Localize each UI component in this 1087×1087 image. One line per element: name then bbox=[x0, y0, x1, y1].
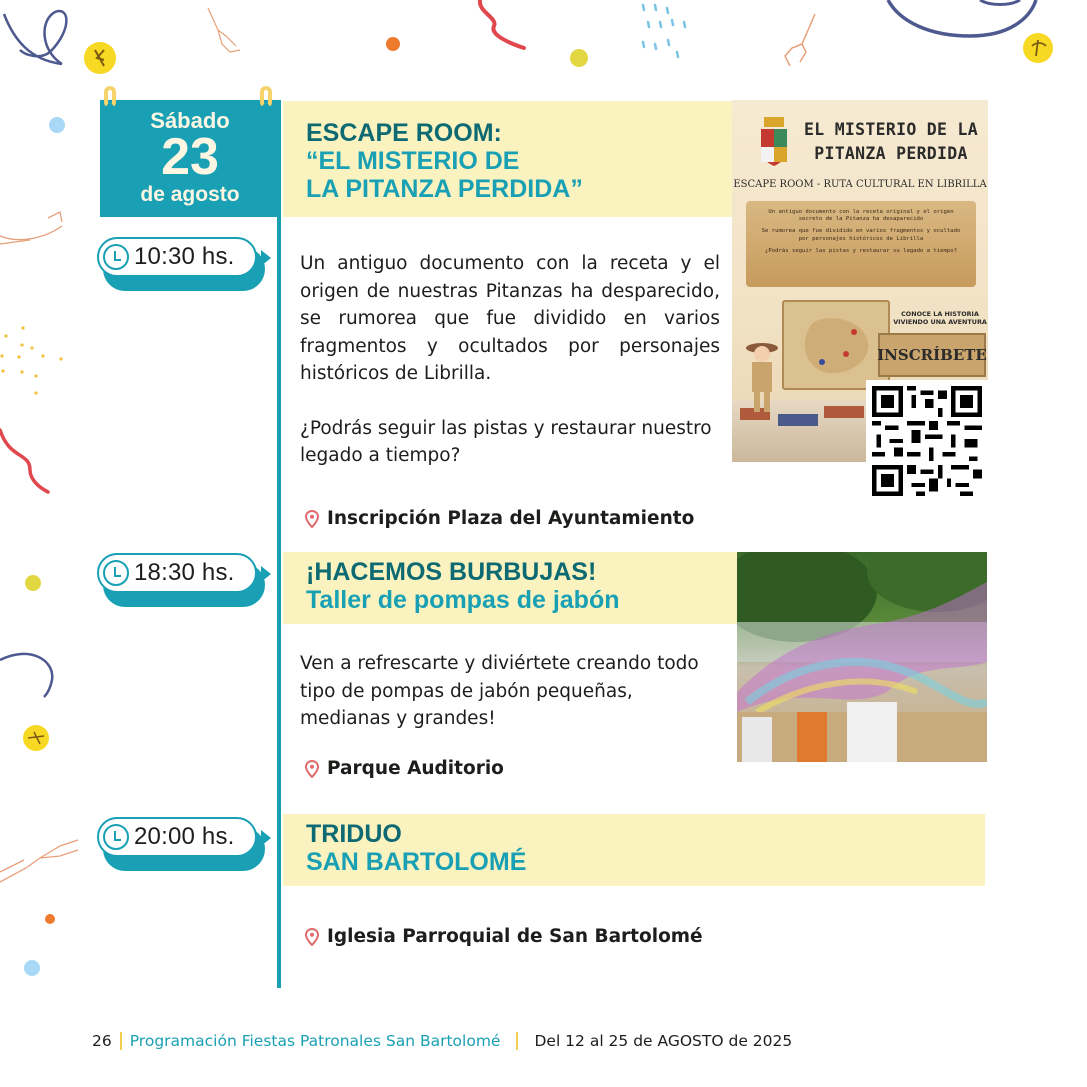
page-number: 26 bbox=[92, 1032, 112, 1050]
footer-divider bbox=[120, 1032, 122, 1050]
event-title-bar bbox=[283, 814, 985, 886]
date-weekday: Sábado bbox=[150, 108, 230, 133]
location-text: Inscripción Plaza del Ayuntamiento bbox=[327, 508, 695, 529]
signup-banner: INSCRÍBETE bbox=[878, 333, 986, 377]
poster-tagline: CONOCE LA HISTORIA VIVIENDO UNA AVENTURA bbox=[893, 310, 987, 326]
poster-subtitle: ESCAPE ROOM - RUTA CULTURAL EN LIBRILLA bbox=[733, 179, 987, 190]
event-subtitle: Taller de pompas de jabón bbox=[306, 586, 620, 614]
footer-divider bbox=[516, 1032, 518, 1050]
event-title: ¡HACEMOS BURBUJAS! bbox=[306, 558, 597, 586]
description-paragraph: ¿Podrás seguir las pistas y restaurar nuestro legado a tiempo? bbox=[300, 417, 712, 466]
scroll-text: ¿Podrás seguir las pistas y restaurar su legado a tiempo? bbox=[765, 247, 957, 254]
event-title-bar bbox=[283, 101, 735, 217]
date-month: de agosto bbox=[140, 183, 240, 206]
location-pin-icon bbox=[305, 760, 319, 778]
time-badge bbox=[97, 237, 269, 281]
program-title: Programación Fiestas Patronales San Bartolomé bbox=[129, 1032, 501, 1050]
clock-icon bbox=[103, 244, 129, 270]
location-text: Iglesia Parroquial de San Bartolomé bbox=[327, 926, 703, 947]
event-description bbox=[300, 250, 720, 470]
event-location bbox=[305, 758, 504, 779]
scroll-text: Un antiguo documento con la receta original y el origen secreto de la Pitanza ha desaparecido bbox=[768, 209, 954, 223]
treasure-map-illustration bbox=[782, 300, 890, 390]
poster-title: EL MISTERIO DE LA PITANZA PERDIDA bbox=[804, 120, 978, 163]
event-subtitle: SAN BARTOLOMÉ bbox=[306, 848, 527, 876]
poster-scroll bbox=[746, 201, 976, 287]
binder-ring-icon bbox=[104, 86, 116, 108]
date-block bbox=[100, 100, 280, 217]
location-pin-icon bbox=[305, 928, 319, 946]
time-badge bbox=[97, 817, 269, 861]
event-location bbox=[305, 508, 694, 529]
event-description bbox=[300, 650, 700, 733]
page-footer bbox=[92, 1032, 792, 1050]
qr-code[interactable] bbox=[866, 380, 988, 502]
time-badge bbox=[97, 553, 269, 597]
event-subtitle: LA PITANZA PERDIDA” bbox=[306, 175, 583, 203]
location-pin-icon bbox=[305, 510, 319, 528]
event-title: TRIDUO bbox=[306, 820, 402, 848]
explorer-character-illustration bbox=[742, 336, 782, 416]
event-subtitle: “EL MISTERIO DE bbox=[306, 147, 520, 175]
soap-bubbles-photo bbox=[737, 552, 987, 762]
scroll-text: Se rumorea que fue dividido en varios fragmentos y ocultado por personajes históricos de Librilla bbox=[761, 228, 961, 242]
event-time: 18:30 hs. bbox=[134, 559, 235, 586]
clock-icon bbox=[103, 560, 129, 586]
description-paragraph: Un antiguo documento con la receta y el origen de nuestras Pitanzas ha desparecido, se rumorea que fue dividido en varios fragmentos y ocultados por personajes históricos de Librilla. bbox=[300, 253, 720, 384]
description-paragraph: Ven a refrescarte y diviértete creando todo tipo de pompas de jabón pequeñas, medianas y grandes! bbox=[300, 653, 699, 729]
date-range: Del 12 al 25 de AGOSTO de 2025 bbox=[534, 1032, 793, 1050]
timeline-line bbox=[277, 100, 281, 988]
event-title: ESCAPE ROOM: bbox=[306, 119, 502, 147]
event-time: 20:00 hs. bbox=[134, 823, 235, 850]
event-location bbox=[305, 926, 703, 947]
event-time: 10:30 hs. bbox=[134, 243, 235, 270]
date-day: 23 bbox=[161, 128, 219, 186]
event-title-bar bbox=[283, 552, 737, 624]
clock-icon bbox=[103, 824, 129, 850]
location-text: Parque Auditorio bbox=[327, 758, 504, 779]
binder-ring-icon bbox=[260, 86, 272, 108]
coat-of-arms-icon bbox=[759, 117, 789, 167]
